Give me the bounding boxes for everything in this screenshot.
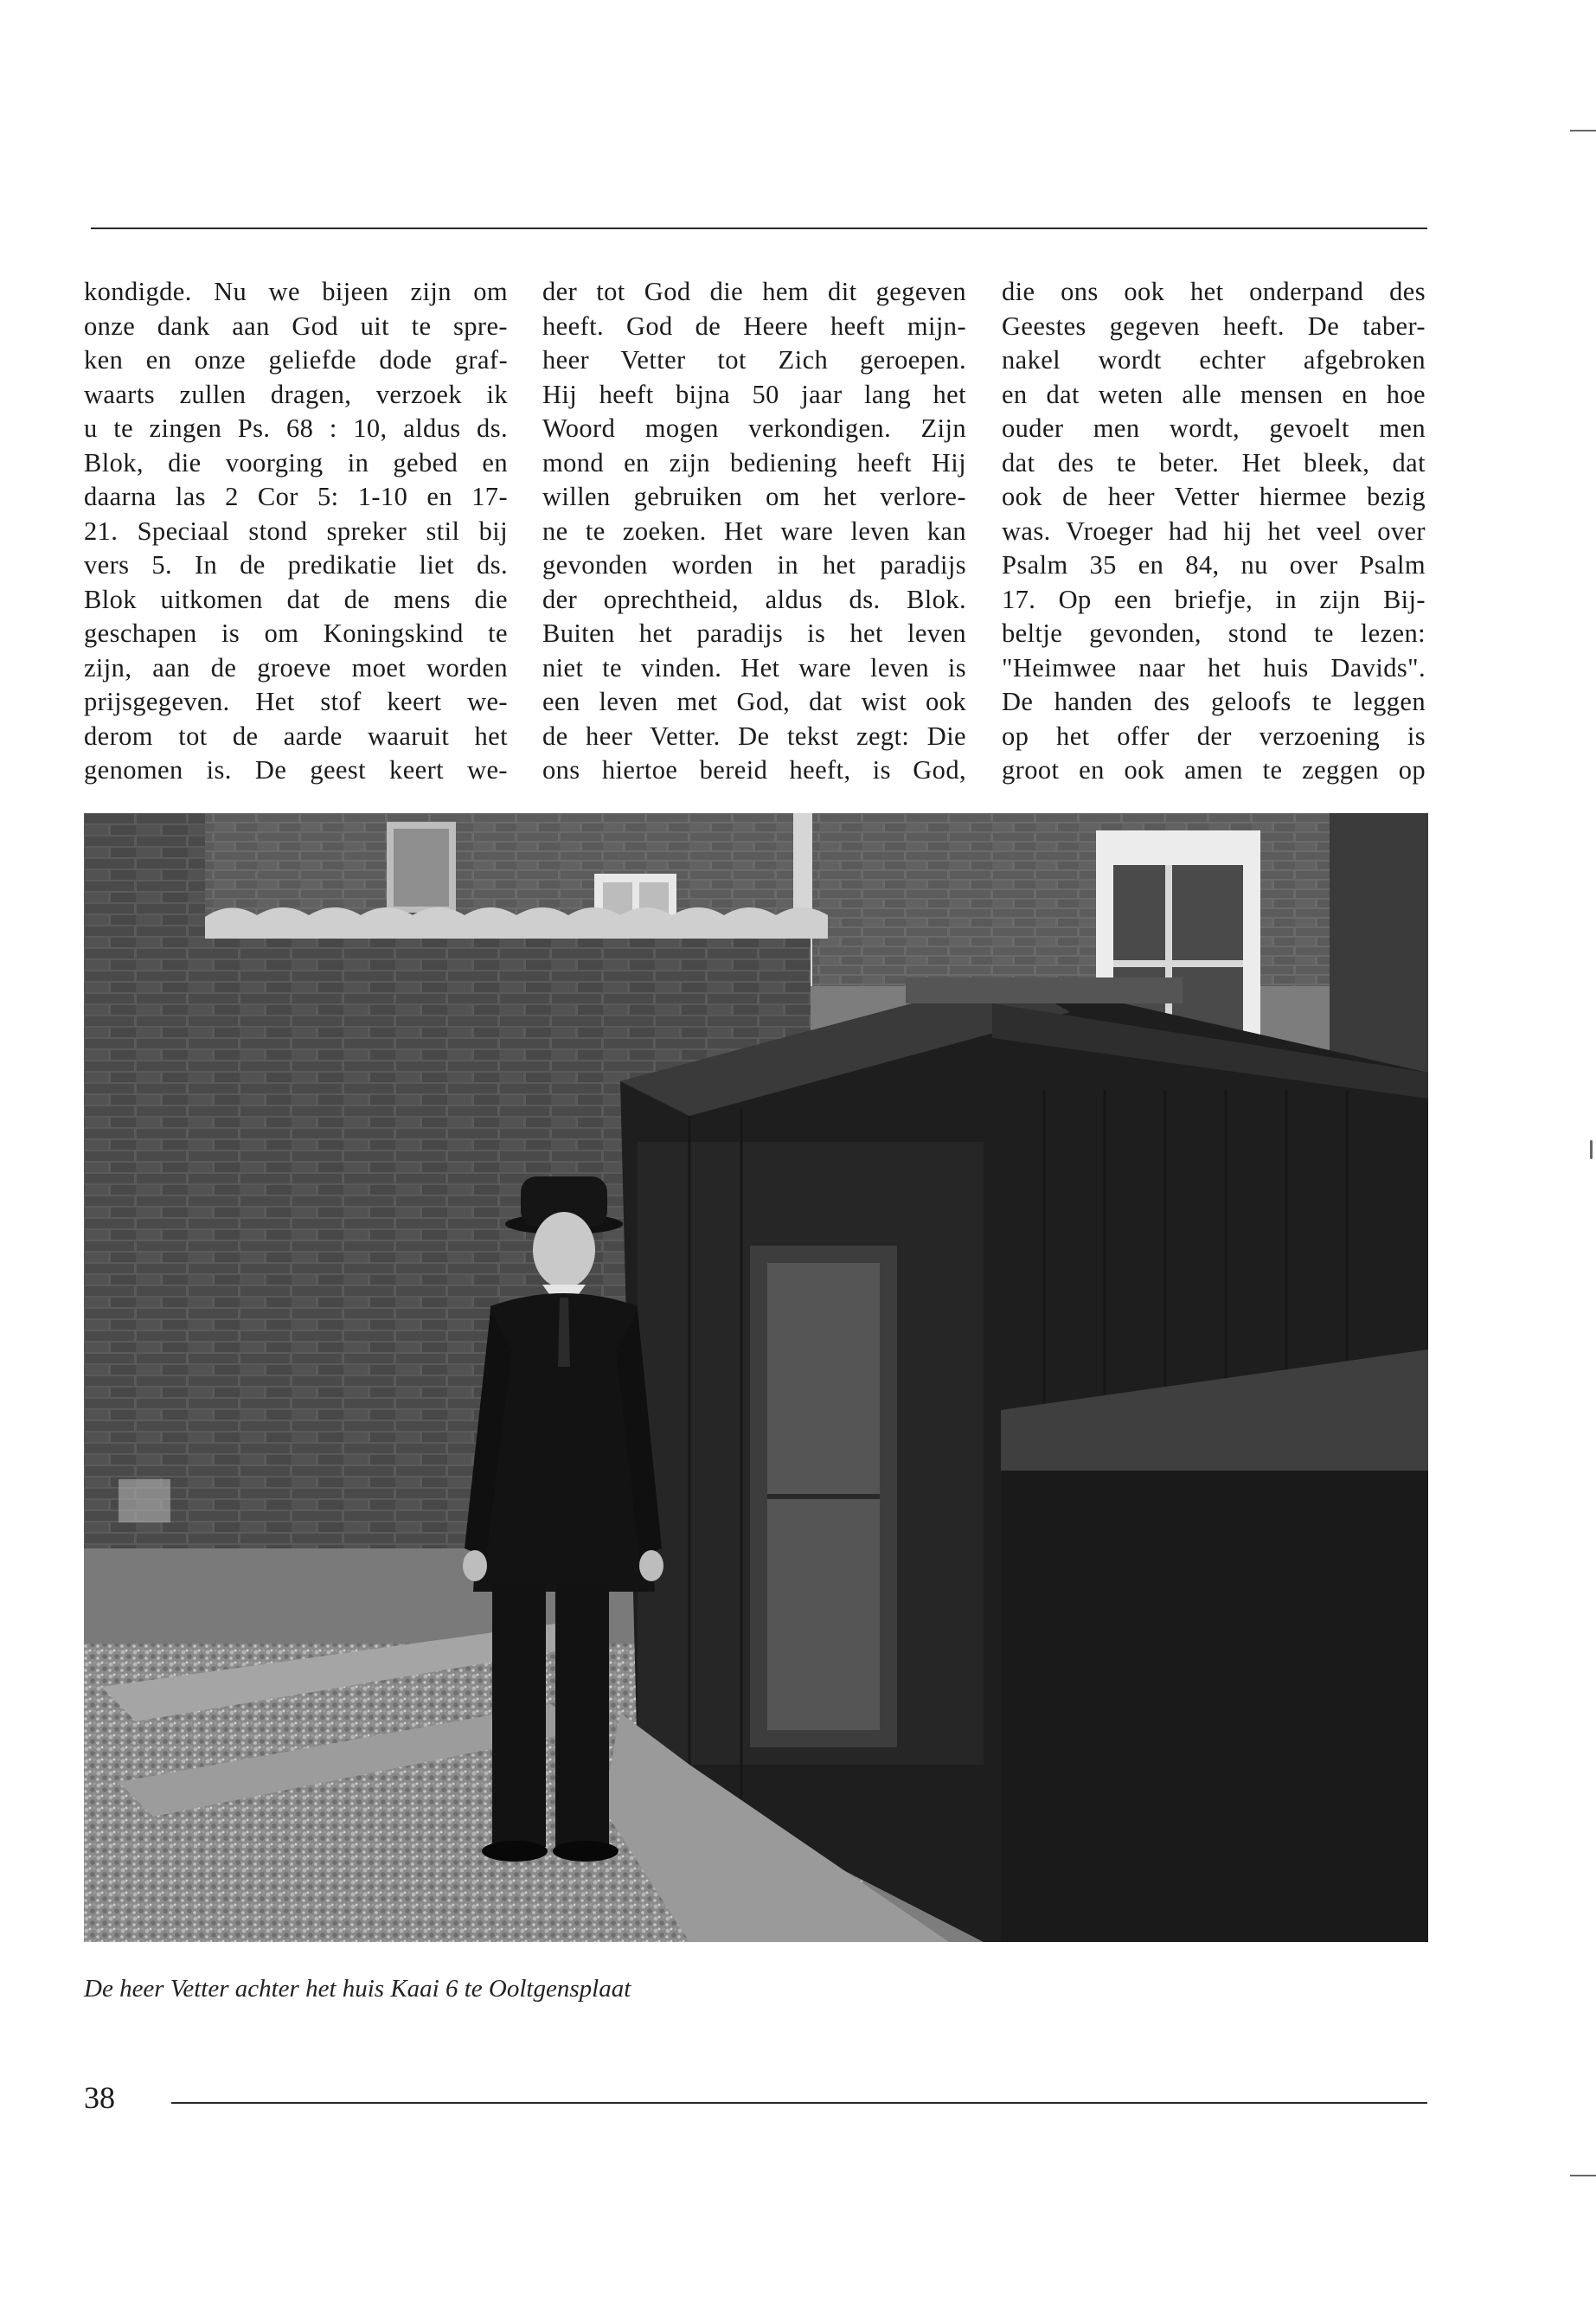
text-line: Blok, die voorging in gebed en (84, 447, 508, 478)
text-line: willen gebruiken om het verlore- (542, 482, 966, 511)
text-column-3 (1002, 275, 1426, 788)
text-line: geschapen is om Koningskind te (84, 619, 508, 648)
text-line: derom tot de aarde waaruit het (84, 721, 508, 751)
text-line: nakel wordt echter afgebroken (1002, 345, 1426, 375)
text-line: mond en zijn bediening heeft Hij (542, 447, 966, 478)
text-line: ook de heer Vetter hiermee bezig (1002, 482, 1426, 511)
text-line: der tot God die hem dit gegeven (542, 277, 966, 306)
text-line: zijn, aan de groeve moet worden (84, 652, 508, 683)
text-line: der oprechtheid, aldus ds. Blok. (542, 584, 966, 614)
crop-mark-middle (1590, 1140, 1593, 1159)
text-line: ne te zoeken. Het ware leven kan (542, 516, 966, 546)
text-line: vers 5. In de predikatie liet ds. (84, 550, 508, 580)
page-number: 38 (84, 2080, 115, 2115)
crop-mark-bottom (1570, 2175, 1596, 2176)
text-line: u te zingen Ps. 68 : 10, aldus ds. (84, 413, 508, 443)
text-line: een leven met God, dat wist ook (542, 687, 966, 716)
text-line: op het offer der verzoening is (1002, 721, 1426, 751)
text-column-2 (542, 275, 966, 788)
header-rule (91, 228, 1427, 229)
text-line: De handen des geloofs te leggen (1002, 687, 1426, 716)
text-line: Blok uitkomen dat de mens die (84, 584, 508, 614)
text-line: Geestes gegeven heeft. De taber- (1002, 311, 1426, 341)
text-column-1 (84, 275, 508, 788)
text-line: de heer Vetter. De tekst zegt: Die (542, 721, 966, 751)
text-line: die ons ook het onderpand des (1002, 277, 1426, 306)
text-line: prijsgegeven. Het stof keert we- (84, 687, 508, 716)
text-line: dat des te beter. Het bleek, dat (1002, 447, 1426, 478)
text-line: Woord mogen verkondigen. Zijn (542, 413, 966, 443)
crop-mark-top (1570, 130, 1596, 131)
footer-rule (171, 2102, 1427, 2104)
photo-man-behind-house (84, 813, 1428, 1942)
text-line: Buiten het paradijs is het leven (542, 619, 966, 648)
photo-caption: De heer Vetter achter het huis Kaai 6 te Ooltgensplaat (84, 1975, 631, 2003)
text-line: beltje gevonden, stond te lezen: (1002, 619, 1426, 648)
text-line: groot en ook amen te zeggen op (1002, 755, 1426, 785)
text-line: Hij heeft bijna 50 jaar lang het (542, 379, 966, 409)
text-line: Psalm 35 en 84, nu over Psalm (1002, 550, 1426, 580)
text-line: ouder men wordt, gevoelt men (1002, 413, 1426, 443)
text-line: was. Vroeger had hij het veel over (1002, 516, 1426, 546)
text-line: en dat weten alle mensen en hoe (1002, 379, 1426, 409)
text-line: 17. Op een briefje, in zijn Bij- (1002, 584, 1426, 614)
text-line: kondigde. Nu we bijeen zijn om (84, 277, 508, 306)
text-line: niet te vinden. Het ware leven is (542, 652, 966, 683)
text-line: heeft. God de Heere heeft mijn- (542, 311, 966, 341)
text-line: waarts zullen dragen, verzoek ik (84, 379, 508, 409)
text-line: onze dank aan God uit te spre- (84, 311, 508, 341)
text-line: ons hiertoe bereid heeft, is God, (542, 755, 966, 785)
text-line: heer Vetter tot Zich geroepen. (542, 345, 966, 375)
text-line: ken en onze geliefde dode graf- (84, 345, 508, 375)
text-line: gevonden worden in het paradijs (542, 550, 966, 580)
text-line: "Heimwee naar het huis Davids". (1002, 652, 1426, 683)
text-line: daarna las 2 Cor 5: 1-10 en 17- (84, 482, 508, 511)
text-line: genomen is. De geest keert we- (84, 755, 508, 785)
text-line: 21. Speciaal stond spreker stil bij (84, 516, 508, 546)
